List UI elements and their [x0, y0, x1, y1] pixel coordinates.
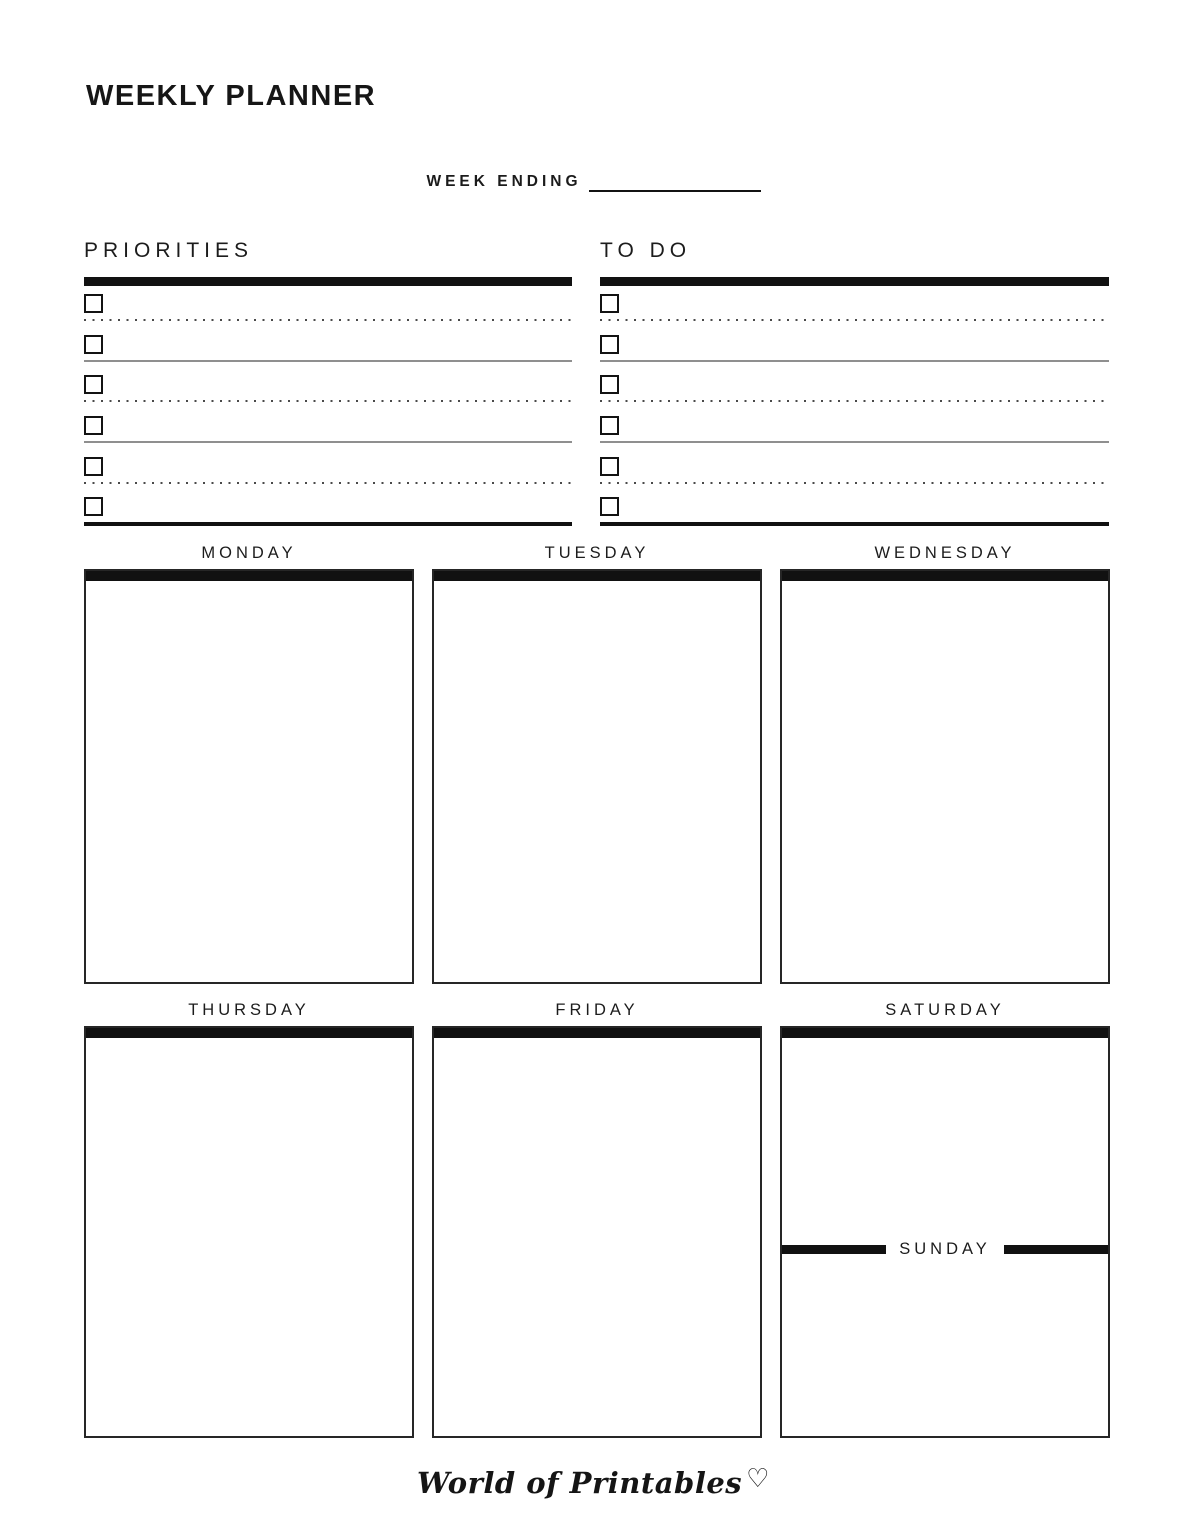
- priorities-row-5[interactable]: [84, 449, 572, 490]
- todo-row-4[interactable]: [600, 408, 1109, 449]
- friday-notes-area[interactable]: [434, 1038, 760, 1436]
- todo-row-1[interactable]: [600, 286, 1109, 327]
- checkbox[interactable]: [84, 335, 103, 354]
- priorities-row-2[interactable]: [84, 327, 572, 368]
- priorities-header-bar: [84, 277, 572, 286]
- week-ending-group: [0, 172, 1187, 192]
- checkbox[interactable]: [600, 416, 619, 435]
- writing-line-dotted: [84, 482, 572, 484]
- checkbox[interactable]: [84, 497, 103, 516]
- day-title-tuesday: TUESDAY: [544, 544, 650, 562]
- writing-line-solid: [84, 360, 572, 362]
- priorities-row-6[interactable]: [84, 489, 572, 530]
- sunday-divider-bar-left: [782, 1245, 886, 1254]
- sunday-divider: [782, 1240, 1108, 1259]
- day-box-top-bar: [86, 571, 412, 581]
- checkbox[interactable]: [600, 497, 619, 516]
- day-title-saturday: SATURDAY: [885, 1001, 1005, 1019]
- day-box-wednesday[interactable]: [780, 569, 1110, 984]
- todo-row-3[interactable]: [600, 367, 1109, 408]
- day-box-top-bar: [434, 1028, 760, 1038]
- writing-line-dotted: [84, 319, 572, 321]
- writing-line-solid: [600, 441, 1109, 443]
- day-box-top-bar: [86, 1028, 412, 1038]
- priorities-row-4[interactable]: [84, 408, 572, 449]
- day-box-monday[interactable]: [84, 569, 414, 984]
- day-title-wednesday: WEDNESDAY: [874, 544, 1016, 562]
- day-title-friday: FRIDAY: [555, 1001, 639, 1019]
- priorities-row-3[interactable]: [84, 367, 572, 408]
- thursday-notes-area[interactable]: [86, 1038, 412, 1436]
- writing-line-dotted: [84, 400, 572, 402]
- week-ending-label: WEEK ENDING: [426, 173, 582, 190]
- checkbox[interactable]: [84, 294, 103, 313]
- monday-notes-area[interactable]: [86, 581, 412, 982]
- day-box-tuesday[interactable]: [432, 569, 762, 984]
- day-title-thursday: THURSDAY: [188, 1001, 310, 1019]
- day-title-monday: MONDAY: [201, 544, 297, 562]
- sunday-divider-bar-right: [1004, 1245, 1108, 1254]
- checkbox[interactable]: [600, 335, 619, 354]
- section-bottom-bar: [84, 522, 572, 526]
- checkbox[interactable]: [84, 375, 103, 394]
- writing-line-solid: [84, 441, 572, 443]
- writing-line-dotted: [600, 319, 1109, 321]
- priorities-row-1[interactable]: [84, 286, 572, 327]
- day-title-sunday: SUNDAY: [899, 1240, 991, 1258]
- todo-heading: TO DO: [600, 239, 692, 262]
- wednesday-notes-area[interactable]: [782, 581, 1108, 982]
- day-box-thursday[interactable]: [84, 1026, 414, 1438]
- todo-header-bar: [600, 277, 1109, 286]
- footer-logo: [0, 1464, 1187, 1500]
- writing-line-solid: [600, 360, 1109, 362]
- checkbox[interactable]: [84, 457, 103, 476]
- heart-icon: ♡: [746, 1464, 770, 1494]
- priorities-heading: PRIORITIES: [84, 239, 254, 262]
- tuesday-notes-area[interactable]: [434, 581, 760, 982]
- priorities-section: [84, 238, 572, 530]
- writing-line-dotted: [600, 482, 1109, 484]
- day-box-top-bar: [782, 571, 1108, 581]
- checkbox[interactable]: [600, 375, 619, 394]
- checkbox[interactable]: [84, 416, 103, 435]
- section-bottom-bar: [600, 522, 1109, 526]
- page-title: WEEKLY PLANNER: [86, 80, 377, 112]
- saturday-notes-area[interactable]: [782, 1038, 1108, 1436]
- todo-row-5[interactable]: [600, 449, 1109, 490]
- checkbox[interactable]: [600, 457, 619, 476]
- todo-section: [600, 238, 1109, 530]
- todo-row-6[interactable]: [600, 489, 1109, 530]
- day-box-friday[interactable]: [432, 1026, 762, 1438]
- checkbox[interactable]: [600, 294, 619, 313]
- todo-row-2[interactable]: [600, 327, 1109, 368]
- day-box-top-bar: [434, 571, 760, 581]
- day-box-top-bar: [782, 1028, 1108, 1038]
- week-ending-blank-field[interactable]: [589, 174, 761, 192]
- day-box-saturday-sunday[interactable]: [780, 1026, 1110, 1438]
- brand-name: World of Printables: [417, 1466, 743, 1500]
- writing-line-dotted: [600, 400, 1109, 402]
